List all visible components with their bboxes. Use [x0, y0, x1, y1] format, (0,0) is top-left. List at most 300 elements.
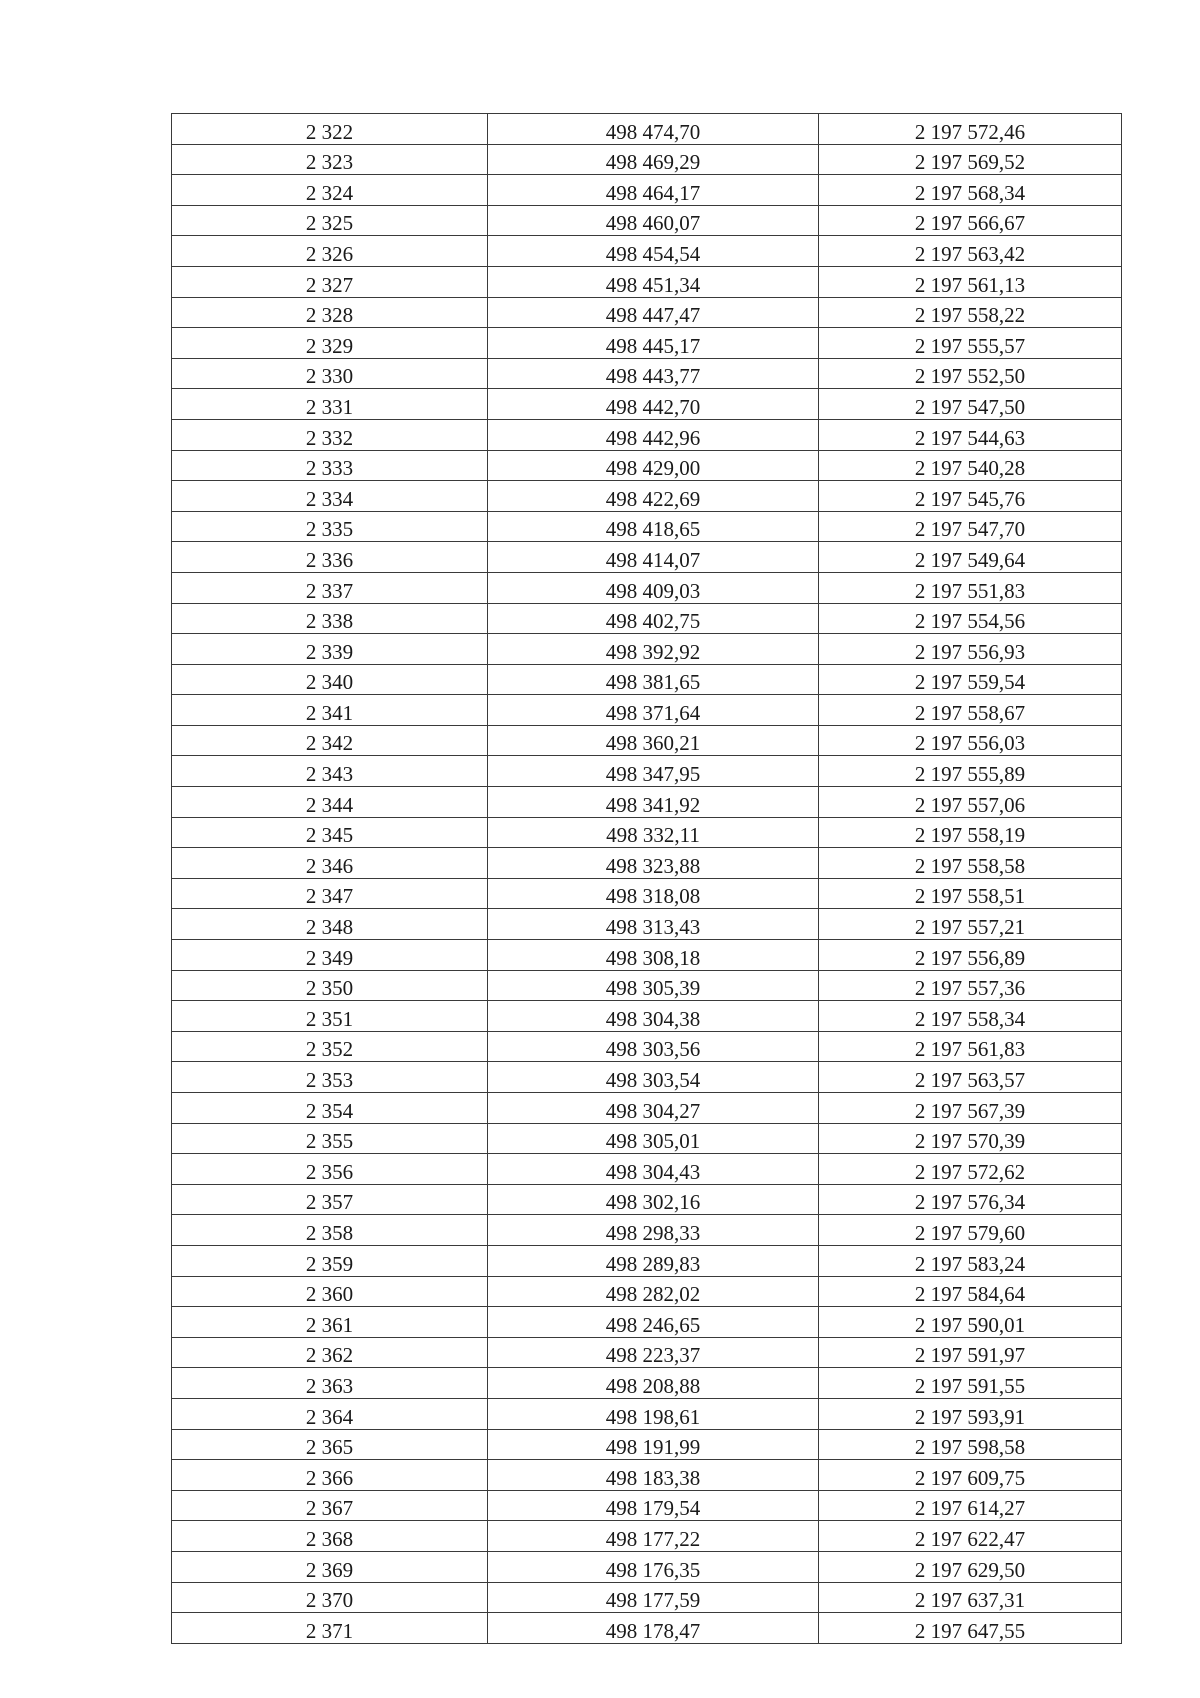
- y-coordinate-cell: [819, 1429, 1122, 1460]
- table-row: [172, 1031, 1122, 1062]
- y-coordinate-cell-text: 2 197 590,01: [914, 1312, 1026, 1337]
- y-coordinate-cell-text: 2 197 556,89: [914, 945, 1026, 970]
- point-number-cell: [172, 970, 488, 1001]
- y-coordinate-cell: [819, 266, 1122, 297]
- y-coordinate-cell: [819, 1245, 1122, 1276]
- x-coordinate-cell-text: 498 323,88: [605, 853, 701, 878]
- point-number-cell-text: 2 338: [305, 609, 354, 634]
- point-number-cell-text: 2 324: [305, 180, 354, 205]
- point-number-cell-text: 2 333: [305, 456, 354, 481]
- y-coordinate-cell-text: 2 197 558,58: [914, 853, 1026, 878]
- point-number-cell: [172, 1398, 488, 1429]
- y-coordinate-cell-text: 2 197 557,21: [914, 915, 1026, 940]
- y-coordinate-cell: [819, 1276, 1122, 1307]
- x-coordinate-cell: [488, 328, 819, 359]
- point-number-cell-text: 2 363: [305, 1373, 354, 1398]
- table-row: [172, 909, 1122, 940]
- point-number-cell: [172, 1184, 488, 1215]
- point-number-cell: [172, 1062, 488, 1093]
- table-row: [172, 725, 1122, 756]
- point-number-cell-text: 2 348: [305, 915, 354, 940]
- y-coordinate-cell: [819, 389, 1122, 420]
- x-coordinate-cell-text: 498 208,88: [605, 1373, 701, 1398]
- table-row: [172, 664, 1122, 695]
- x-coordinate-cell: [488, 1521, 819, 1552]
- table-row: [172, 1398, 1122, 1429]
- table-row: [172, 266, 1122, 297]
- x-coordinate-cell: [488, 848, 819, 879]
- point-number-cell-text: 2 365: [305, 1435, 354, 1460]
- y-coordinate-cell: [819, 114, 1122, 145]
- y-coordinate-cell: [819, 848, 1122, 879]
- x-coordinate-cell-text: 498 177,59: [605, 1588, 701, 1613]
- point-number-cell: [172, 297, 488, 328]
- point-number-cell-text: 2 369: [305, 1557, 354, 1582]
- coordinates-table: [171, 113, 1122, 1644]
- x-coordinate-cell: [488, 909, 819, 940]
- x-coordinate-cell-text: 498 371,64: [605, 700, 701, 725]
- point-number-cell-text: 2 367: [305, 1496, 354, 1521]
- x-coordinate-cell-text: 498 347,95: [605, 762, 701, 787]
- point-number-cell: [172, 817, 488, 848]
- table-row: [172, 1551, 1122, 1582]
- point-number-cell-text: 2 364: [305, 1404, 354, 1429]
- x-coordinate-cell: [488, 1276, 819, 1307]
- point-number-cell-text: 2 354: [305, 1098, 354, 1123]
- x-coordinate-cell: [488, 266, 819, 297]
- point-number-cell: [172, 1582, 488, 1613]
- x-coordinate-cell-text: 498 474,70: [605, 119, 701, 144]
- table-row: [172, 878, 1122, 909]
- table-row: [172, 144, 1122, 175]
- y-coordinate-cell-text: 2 197 579,60: [914, 1220, 1026, 1245]
- x-coordinate-cell-text: 498 381,65: [605, 670, 701, 695]
- point-number-cell: [172, 1154, 488, 1185]
- y-coordinate-cell-text: 2 197 609,75: [914, 1465, 1026, 1490]
- y-coordinate-cell-text: 2 197 558,51: [914, 884, 1026, 909]
- x-coordinate-cell-text: 498 414,07: [605, 547, 701, 572]
- x-coordinate-cell-text: 498 282,02: [605, 1282, 701, 1307]
- x-coordinate-cell-text: 498 198,61: [605, 1404, 701, 1429]
- x-coordinate-cell-text: 498 305,01: [605, 1129, 701, 1154]
- table-row: [172, 1154, 1122, 1185]
- point-number-cell: [172, 1490, 488, 1521]
- point-number-cell: [172, 205, 488, 236]
- y-coordinate-cell: [819, 970, 1122, 1001]
- table-row: [172, 1001, 1122, 1032]
- y-coordinate-cell-text: 2 197 568,34: [914, 180, 1026, 205]
- x-coordinate-cell: [488, 1460, 819, 1491]
- y-coordinate-cell: [819, 909, 1122, 940]
- point-number-cell-text: 2 360: [305, 1282, 354, 1307]
- x-coordinate-cell-text: 498 442,96: [605, 425, 701, 450]
- point-number-cell: [172, 756, 488, 787]
- point-number-cell-text: 2 336: [305, 547, 354, 572]
- x-coordinate-cell: [488, 1093, 819, 1124]
- y-coordinate-cell-text: 2 197 647,55: [914, 1618, 1026, 1643]
- table-row: [172, 1613, 1122, 1644]
- x-coordinate-cell-text: 498 402,75: [605, 609, 701, 634]
- x-coordinate-cell-text: 498 341,92: [605, 792, 701, 817]
- x-coordinate-cell-text: 498 313,43: [605, 915, 701, 940]
- point-number-cell-text: 2 351: [305, 1006, 354, 1031]
- point-number-cell-text: 2 334: [305, 486, 354, 511]
- table-row: [172, 358, 1122, 389]
- x-coordinate-cell: [488, 297, 819, 328]
- y-coordinate-cell: [819, 328, 1122, 359]
- y-coordinate-cell: [819, 756, 1122, 787]
- table-row: [172, 1062, 1122, 1093]
- x-coordinate-cell-text: 498 318,08: [605, 884, 701, 909]
- y-coordinate-cell: [819, 1551, 1122, 1582]
- y-coordinate-cell: [819, 1215, 1122, 1246]
- y-coordinate-cell-text: 2 197 614,27: [914, 1496, 1026, 1521]
- y-coordinate-cell: [819, 205, 1122, 236]
- y-coordinate-cell-text: 2 197 558,67: [914, 700, 1026, 725]
- y-coordinate-cell-text: 2 197 569,52: [914, 150, 1026, 175]
- point-number-cell: [172, 175, 488, 206]
- point-number-cell-text: 2 323: [305, 150, 354, 175]
- x-coordinate-cell-text: 498 332,11: [606, 823, 700, 848]
- y-coordinate-cell: [819, 1460, 1122, 1491]
- x-coordinate-cell: [488, 695, 819, 726]
- point-number-cell-text: 2 347: [305, 884, 354, 909]
- x-coordinate-cell: [488, 450, 819, 481]
- x-coordinate-cell: [488, 1215, 819, 1246]
- x-coordinate-cell: [488, 175, 819, 206]
- x-coordinate-cell-text: 498 177,22: [605, 1526, 701, 1551]
- y-coordinate-cell-text: 2 197 576,34: [914, 1190, 1026, 1215]
- x-coordinate-cell: [488, 787, 819, 818]
- x-coordinate-cell-text: 498 392,92: [605, 639, 701, 664]
- x-coordinate-cell-text: 498 191,99: [605, 1435, 701, 1460]
- point-number-cell: [172, 878, 488, 909]
- table-row: [172, 511, 1122, 542]
- point-number-cell-text: 2 328: [305, 303, 354, 328]
- y-coordinate-cell-text: 2 197 557,06: [914, 792, 1026, 817]
- y-coordinate-cell: [819, 236, 1122, 267]
- x-coordinate-cell-text: 498 179,54: [605, 1496, 701, 1521]
- point-number-cell-text: 2 350: [305, 976, 354, 1001]
- y-coordinate-cell: [819, 572, 1122, 603]
- y-coordinate-cell-text: 2 197 556,93: [914, 639, 1026, 664]
- x-coordinate-cell: [488, 144, 819, 175]
- point-number-cell-text: 2 353: [305, 1068, 354, 1092]
- x-coordinate-cell: [488, 419, 819, 450]
- table-row: [172, 572, 1122, 603]
- point-number-cell: [172, 1307, 488, 1338]
- point-number-cell-text: 2 359: [305, 1251, 354, 1276]
- y-coordinate-cell: [819, 940, 1122, 971]
- table-row: [172, 175, 1122, 206]
- point-number-cell-text: 2 340: [305, 670, 354, 695]
- x-coordinate-cell-text: 498 289,83: [605, 1251, 701, 1276]
- table-row: [172, 481, 1122, 512]
- y-coordinate-cell: [819, 634, 1122, 665]
- x-coordinate-cell: [488, 1429, 819, 1460]
- table-row: [172, 1245, 1122, 1276]
- x-coordinate-cell-text: 498 409,03: [605, 578, 701, 603]
- table-row: [172, 1337, 1122, 1368]
- point-number-cell-text: 2 356: [305, 1159, 354, 1184]
- table-row: [172, 1460, 1122, 1491]
- table-row: [172, 848, 1122, 879]
- y-coordinate-cell-text: 2 197 570,39: [914, 1129, 1026, 1154]
- point-number-cell: [172, 389, 488, 420]
- table-row: [172, 236, 1122, 267]
- y-coordinate-cell-text: 2 197 593,91: [914, 1404, 1026, 1429]
- y-coordinate-cell: [819, 1062, 1122, 1093]
- x-coordinate-cell-text: 498 447,47: [605, 303, 701, 328]
- y-coordinate-cell-text: 2 197 552,50: [914, 364, 1026, 389]
- y-coordinate-cell: [819, 1490, 1122, 1521]
- x-coordinate-cell-text: 498 176,35: [605, 1557, 701, 1582]
- point-number-cell-text: 2 332: [305, 425, 354, 450]
- x-coordinate-cell-text: 498 460,07: [605, 211, 701, 236]
- y-coordinate-cell: [819, 175, 1122, 206]
- point-number-cell: [172, 940, 488, 971]
- table-row: [172, 787, 1122, 818]
- x-coordinate-cell: [488, 970, 819, 1001]
- y-coordinate-cell-text: 2 197 629,50: [914, 1557, 1026, 1582]
- x-coordinate-cell-text: 498 304,43: [605, 1159, 701, 1184]
- y-coordinate-cell-text: 2 197 572,46: [914, 119, 1026, 144]
- y-coordinate-cell: [819, 664, 1122, 695]
- x-coordinate-cell: [488, 603, 819, 634]
- x-coordinate-cell: [488, 1062, 819, 1093]
- y-coordinate-cell-text: 2 197 551,83: [914, 578, 1026, 603]
- x-coordinate-cell: [488, 481, 819, 512]
- point-number-cell-text: 2 337: [305, 578, 354, 603]
- y-coordinate-cell: [819, 511, 1122, 542]
- y-coordinate-cell: [819, 1613, 1122, 1644]
- table-row: [172, 1368, 1122, 1399]
- point-number-cell: [172, 725, 488, 756]
- x-coordinate-cell-text: 498 464,17: [605, 180, 701, 205]
- x-coordinate-cell: [488, 1245, 819, 1276]
- x-coordinate-cell-text: 498 183,38: [605, 1465, 701, 1490]
- table-row: [172, 603, 1122, 634]
- point-number-cell-text: 2 341: [305, 700, 354, 725]
- point-number-cell: [172, 266, 488, 297]
- y-coordinate-cell-text: 2 197 555,57: [914, 333, 1026, 358]
- y-coordinate-cell: [819, 787, 1122, 818]
- point-number-cell: [172, 236, 488, 267]
- x-coordinate-cell: [488, 817, 819, 848]
- y-coordinate-cell-text: 2 197 547,50: [914, 394, 1026, 419]
- point-number-cell: [172, 664, 488, 695]
- x-coordinate-cell: [488, 236, 819, 267]
- table-row: [172, 1123, 1122, 1154]
- point-number-cell: [172, 1123, 488, 1154]
- table-row: [172, 940, 1122, 971]
- x-coordinate-cell-text: 498 308,18: [605, 945, 701, 970]
- point-number-cell: [172, 1215, 488, 1246]
- point-number-cell: [172, 1276, 488, 1307]
- y-coordinate-cell-text: 2 197 558,34: [914, 1006, 1026, 1031]
- table-row: [172, 1490, 1122, 1521]
- x-coordinate-cell: [488, 1551, 819, 1582]
- y-coordinate-cell-text: 2 197 566,67: [914, 211, 1026, 236]
- table-row: [172, 1276, 1122, 1307]
- x-coordinate-cell-text: 498 223,37: [605, 1343, 701, 1368]
- y-coordinate-cell-text: 2 197 540,28: [914, 456, 1026, 481]
- y-coordinate-cell: [819, 144, 1122, 175]
- point-number-cell: [172, 848, 488, 879]
- y-coordinate-cell-text: 2 197 557,36: [914, 976, 1026, 1001]
- y-coordinate-cell-text: 2 197 591,55: [914, 1373, 1026, 1398]
- y-coordinate-cell: [819, 1093, 1122, 1124]
- point-number-cell-text: 2 322: [305, 119, 354, 144]
- point-number-cell-text: 2 342: [305, 731, 354, 756]
- y-coordinate-cell-text: 2 197 567,39: [914, 1098, 1026, 1123]
- x-coordinate-cell-text: 498 445,17: [605, 333, 701, 358]
- point-number-cell: [172, 419, 488, 450]
- x-coordinate-cell: [488, 1001, 819, 1032]
- y-coordinate-cell: [819, 817, 1122, 848]
- y-coordinate-cell-text: 2 197 591,97: [914, 1343, 1026, 1368]
- point-number-cell: [172, 542, 488, 573]
- point-number-cell: [172, 1521, 488, 1552]
- x-coordinate-cell-text: 498 304,38: [605, 1006, 701, 1031]
- point-number-cell: [172, 358, 488, 389]
- point-number-cell: [172, 1429, 488, 1460]
- y-coordinate-cell-text: 2 197 554,56: [914, 609, 1026, 634]
- x-coordinate-cell-text: 498 429,00: [605, 456, 701, 481]
- table-row: [172, 756, 1122, 787]
- y-coordinate-cell: [819, 1031, 1122, 1062]
- point-number-cell-text: 2 344: [305, 792, 354, 817]
- table-row: [172, 970, 1122, 1001]
- table-row: [172, 419, 1122, 450]
- y-coordinate-cell-text: 2 197 555,89: [914, 762, 1026, 787]
- x-coordinate-cell: [488, 1031, 819, 1062]
- y-coordinate-cell-text: 2 197 549,64: [914, 547, 1026, 572]
- y-coordinate-cell: [819, 419, 1122, 450]
- point-number-cell-text: 2 361: [305, 1312, 354, 1337]
- point-number-cell-text: 2 346: [305, 853, 354, 878]
- point-number-cell: [172, 1337, 488, 1368]
- y-coordinate-cell-text: 2 197 584,64: [914, 1282, 1026, 1307]
- y-coordinate-cell: [819, 481, 1122, 512]
- x-coordinate-cell-text: 498 451,34: [605, 272, 701, 297]
- y-coordinate-cell-text: 2 197 547,70: [914, 517, 1026, 542]
- coordinates-table-body: [172, 114, 1122, 1644]
- y-coordinate-cell-text: 2 197 572,62: [914, 1159, 1026, 1184]
- point-number-cell-text: 2 326: [305, 241, 354, 266]
- point-number-cell: [172, 1031, 488, 1062]
- point-number-cell: [172, 1093, 488, 1124]
- y-coordinate-cell: [819, 1184, 1122, 1215]
- y-coordinate-cell: [819, 1123, 1122, 1154]
- point-number-cell: [172, 114, 488, 145]
- x-coordinate-cell: [488, 664, 819, 695]
- table-row: [172, 1521, 1122, 1552]
- table-row: [172, 1582, 1122, 1613]
- y-coordinate-cell-text: 2 197 544,63: [914, 425, 1026, 450]
- table-row: [172, 1215, 1122, 1246]
- x-coordinate-cell: [488, 542, 819, 573]
- x-coordinate-cell-text: 498 454,54: [605, 241, 701, 266]
- x-coordinate-cell-text: 498 469,29: [605, 150, 701, 175]
- table-row: [172, 114, 1122, 145]
- x-coordinate-cell: [488, 205, 819, 236]
- y-coordinate-cell-text: 2 197 556,03: [914, 731, 1026, 756]
- x-coordinate-cell-text: 498 443,77: [605, 364, 701, 389]
- x-coordinate-cell-text: 498 305,39: [605, 976, 701, 1001]
- point-number-cell: [172, 1551, 488, 1582]
- x-coordinate-cell: [488, 389, 819, 420]
- point-number-cell-text: 2 331: [305, 394, 354, 419]
- point-number-cell-text: 2 370: [305, 1588, 354, 1613]
- x-coordinate-cell: [488, 1123, 819, 1154]
- x-coordinate-cell: [488, 1307, 819, 1338]
- y-coordinate-cell-text: 2 197 545,76: [914, 486, 1026, 511]
- y-coordinate-cell: [819, 297, 1122, 328]
- x-coordinate-cell: [488, 1490, 819, 1521]
- x-coordinate-cell-text: 498 303,56: [605, 1037, 701, 1062]
- point-number-cell: [172, 450, 488, 481]
- y-coordinate-cell: [819, 603, 1122, 634]
- x-coordinate-cell: [488, 1398, 819, 1429]
- point-number-cell: [172, 481, 488, 512]
- point-number-cell: [172, 787, 488, 818]
- table-row: [172, 1429, 1122, 1460]
- y-coordinate-cell-text: 2 197 561,83: [914, 1037, 1026, 1062]
- y-coordinate-cell: [819, 1582, 1122, 1613]
- point-number-cell-text: 2 371: [305, 1618, 354, 1643]
- table-row: [172, 817, 1122, 848]
- x-coordinate-cell: [488, 878, 819, 909]
- y-coordinate-cell: [819, 542, 1122, 573]
- y-coordinate-cell: [819, 1154, 1122, 1185]
- x-coordinate-cell-text: 498 304,27: [605, 1098, 701, 1123]
- x-coordinate-cell: [488, 511, 819, 542]
- x-coordinate-cell-text: 498 302,16: [605, 1190, 701, 1215]
- x-coordinate-cell: [488, 1613, 819, 1644]
- point-number-cell: [172, 1460, 488, 1491]
- x-coordinate-cell: [488, 1582, 819, 1613]
- point-number-cell-text: 2 343: [305, 762, 354, 787]
- table-row: [172, 297, 1122, 328]
- point-number-cell-text: 2 335: [305, 517, 354, 542]
- y-coordinate-cell-text: 2 197 561,13: [914, 272, 1026, 297]
- point-number-cell: [172, 634, 488, 665]
- x-coordinate-cell-text: 498 178,47: [605, 1618, 701, 1643]
- point-number-cell: [172, 572, 488, 603]
- y-coordinate-cell-text: 2 197 563,57: [914, 1068, 1026, 1092]
- point-number-cell-text: 2 355: [305, 1129, 354, 1154]
- x-coordinate-cell-text: 498 298,33: [605, 1220, 701, 1245]
- x-coordinate-cell: [488, 358, 819, 389]
- table-row: [172, 1093, 1122, 1124]
- table-row: [172, 389, 1122, 420]
- point-number-cell-text: 2 368: [305, 1526, 354, 1551]
- x-coordinate-cell: [488, 114, 819, 145]
- y-coordinate-cell-text: 2 197 558,19: [914, 823, 1026, 848]
- y-coordinate-cell-text: 2 197 637,31: [914, 1588, 1026, 1613]
- x-coordinate-cell: [488, 634, 819, 665]
- y-coordinate-cell: [819, 725, 1122, 756]
- point-number-cell: [172, 328, 488, 359]
- table-row: [172, 450, 1122, 481]
- point-number-cell: [172, 511, 488, 542]
- y-coordinate-cell-text: 2 197 622,47: [914, 1526, 1026, 1551]
- point-number-cell: [172, 695, 488, 726]
- point-number-cell: [172, 1001, 488, 1032]
- y-coordinate-cell: [819, 1307, 1122, 1338]
- table-row: [172, 1307, 1122, 1338]
